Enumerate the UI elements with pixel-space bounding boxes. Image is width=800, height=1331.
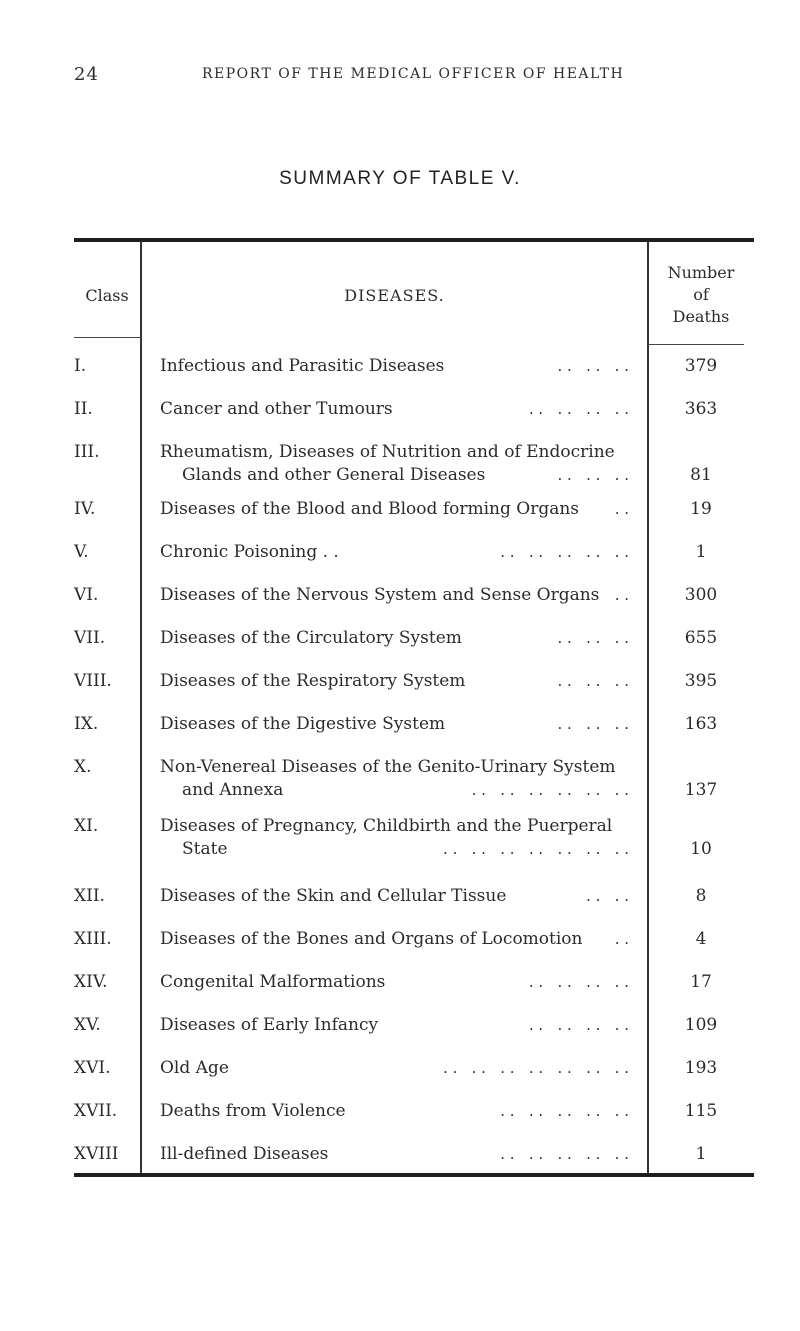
table-bottom-rule bbox=[74, 1173, 754, 1177]
row-leader-dots: . . . . . . . . bbox=[528, 400, 629, 418]
row-deaths-count: 8 bbox=[695, 886, 707, 906]
row-leader-dots: . . . . . . . . bbox=[528, 973, 629, 991]
row-deaths-count: 163 bbox=[684, 714, 718, 734]
row-deaths-count: 19 bbox=[690, 499, 712, 519]
row-disease-line2: Glands and other General Diseases bbox=[182, 465, 486, 485]
row-leader-dots: . . . . . . bbox=[557, 357, 629, 375]
row-disease-name bbox=[160, 498, 630, 521]
row-class-number: VI. bbox=[74, 585, 99, 605]
row-deaths-count: 115 bbox=[684, 1101, 718, 1121]
table-row bbox=[0, 670, 800, 693]
row-leader-dots: . . . . . . bbox=[557, 715, 629, 733]
row-leader-dots: . . . . . . . . . . . . . . bbox=[443, 840, 629, 858]
row-class-number: XVIII bbox=[74, 1144, 119, 1164]
row-leader-dots: . . bbox=[614, 500, 629, 518]
row-class-number: III. bbox=[74, 442, 100, 462]
row-leader-dots: . . . . . . . . . . bbox=[500, 1145, 629, 1163]
row-deaths-count: 395 bbox=[684, 671, 718, 691]
row-disease-line1: Diseases of the Bones and Organs of Locomotion bbox=[160, 929, 583, 949]
row-disease-name bbox=[160, 584, 630, 607]
row-disease-line2: and Annexa bbox=[182, 780, 284, 800]
row-leader-dots: . . . . . . . . . . . . bbox=[471, 781, 629, 799]
row-deaths-count: 655 bbox=[684, 628, 718, 648]
row-class-number: V. bbox=[74, 542, 89, 562]
row-leader-dots: . . . . . . bbox=[557, 629, 629, 647]
page-title: SUMMARY OF TABLE V. bbox=[279, 168, 521, 189]
row-disease-line1: Diseases of the Circulatory System bbox=[160, 628, 462, 648]
table-row bbox=[0, 815, 800, 861]
row-deaths-count: 363 bbox=[684, 399, 718, 419]
row-disease-line1: Diseases of the Nervous System and Sense Organs bbox=[160, 585, 600, 605]
row-leader-dots: . . . . . . bbox=[557, 672, 629, 690]
table-row bbox=[0, 928, 800, 951]
row-deaths-count: 1 bbox=[695, 1144, 707, 1164]
row-class-number: XIV. bbox=[74, 972, 108, 992]
row-deaths-count: 109 bbox=[684, 1015, 718, 1035]
table-row bbox=[0, 971, 800, 994]
row-class-number: XVI. bbox=[74, 1058, 111, 1078]
row-deaths-count: 10 bbox=[690, 839, 712, 859]
row-class-number: XI. bbox=[74, 816, 99, 836]
row-disease-line1: Rheumatism, Diseases of Nutrition and of Endocrine bbox=[160, 442, 615, 462]
row-disease-line1: Ill-defined Diseases bbox=[160, 1144, 329, 1164]
row-disease-name bbox=[160, 885, 630, 908]
row-disease-line1: Diseases of Pregnancy, Childbirth and the Puerperal bbox=[160, 816, 613, 836]
row-deaths-count: 379 bbox=[684, 356, 718, 376]
table-row bbox=[0, 398, 800, 421]
column-header-class: Class bbox=[85, 286, 129, 305]
row-disease-line1: Diseases of the Respiratory System bbox=[160, 671, 466, 691]
row-deaths-count: 81 bbox=[690, 465, 712, 485]
row-disease-line2: State bbox=[182, 839, 228, 859]
row-leader-dots: . . . . . . . . bbox=[528, 1016, 629, 1034]
row-class-number: XIII. bbox=[74, 929, 112, 949]
row-leader-dots: . . bbox=[614, 586, 629, 604]
column-header-deaths-line1: Number bbox=[667, 263, 735, 282]
row-disease-line1: Deaths from Violence bbox=[160, 1101, 346, 1121]
row-class-number: X. bbox=[74, 757, 92, 777]
row-deaths-count: 4 bbox=[695, 929, 707, 949]
header-rule-class bbox=[74, 337, 142, 338]
row-disease-line1: Chronic Poisoning . . bbox=[160, 542, 339, 562]
table-row bbox=[0, 885, 800, 908]
table-row bbox=[0, 498, 800, 521]
table-row bbox=[0, 541, 800, 564]
row-class-number: XV. bbox=[74, 1015, 101, 1035]
row-class-number: IX. bbox=[74, 714, 99, 734]
row-class-number: XVII. bbox=[74, 1101, 118, 1121]
page-number: 24 bbox=[74, 64, 99, 85]
row-class-number: I. bbox=[74, 356, 87, 376]
header-rule-deaths bbox=[648, 344, 744, 345]
row-leader-dots: . . . . . . . . . . bbox=[500, 543, 629, 561]
row-class-number: II. bbox=[74, 399, 93, 419]
table-row bbox=[0, 441, 800, 487]
table-row bbox=[0, 1057, 800, 1080]
row-disease-line1: Congenital Malformations bbox=[160, 972, 386, 992]
row-disease-line1: Diseases of the Skin and Cellular Tissue bbox=[160, 886, 507, 906]
table-row bbox=[0, 584, 800, 607]
table-row bbox=[0, 1143, 800, 1166]
row-leader-dots: . . bbox=[614, 930, 629, 948]
row-deaths-count: 300 bbox=[684, 585, 718, 605]
row-deaths-count: 193 bbox=[684, 1058, 718, 1078]
row-leader-dots: . . . . . . . . . . . . . . bbox=[443, 1059, 629, 1077]
table-row bbox=[0, 713, 800, 736]
column-header-deaths-line2: of bbox=[693, 285, 709, 304]
row-disease-line1: Non-Venereal Diseases of the Genito-Urinary System bbox=[160, 757, 616, 777]
table-top-rule bbox=[74, 238, 754, 242]
table-row bbox=[0, 355, 800, 378]
table-row bbox=[0, 756, 800, 802]
row-class-number: VII. bbox=[74, 628, 106, 648]
table-row bbox=[0, 627, 800, 650]
table-row bbox=[0, 1014, 800, 1037]
column-header-deaths-line3: Deaths bbox=[672, 307, 730, 326]
row-disease-line1: Old Age bbox=[160, 1058, 229, 1078]
row-disease-name bbox=[160, 928, 630, 951]
table-row bbox=[0, 1100, 800, 1123]
row-disease-line1: Diseases of Early Infancy bbox=[160, 1015, 379, 1035]
row-class-number: IV. bbox=[74, 499, 96, 519]
row-leader-dots: . . . . . . bbox=[557, 466, 629, 484]
running-head: REPORT OF THE MEDICAL OFFICER OF HEALTH bbox=[202, 66, 625, 82]
row-deaths-count: 137 bbox=[684, 780, 718, 800]
row-leader-dots: . . . . . . . . . . bbox=[500, 1102, 629, 1120]
row-disease-line1: Diseases of the Blood and Blood forming Organs bbox=[160, 499, 580, 519]
row-deaths-count: 17 bbox=[690, 972, 712, 992]
row-disease-line1: Infectious and Parasitic Diseases bbox=[160, 356, 445, 376]
row-leader-dots: . . . . bbox=[586, 887, 629, 905]
row-deaths-count: 1 bbox=[695, 542, 707, 562]
row-class-number: XII. bbox=[74, 886, 105, 906]
column-header-diseases: DISEASES. bbox=[344, 286, 445, 305]
row-disease-line1: Diseases of the Digestive System bbox=[160, 714, 446, 734]
row-class-number: VIII. bbox=[74, 671, 112, 691]
column-header-deaths bbox=[648, 262, 754, 328]
row-disease-line1: Cancer and other Tumours bbox=[160, 399, 393, 419]
